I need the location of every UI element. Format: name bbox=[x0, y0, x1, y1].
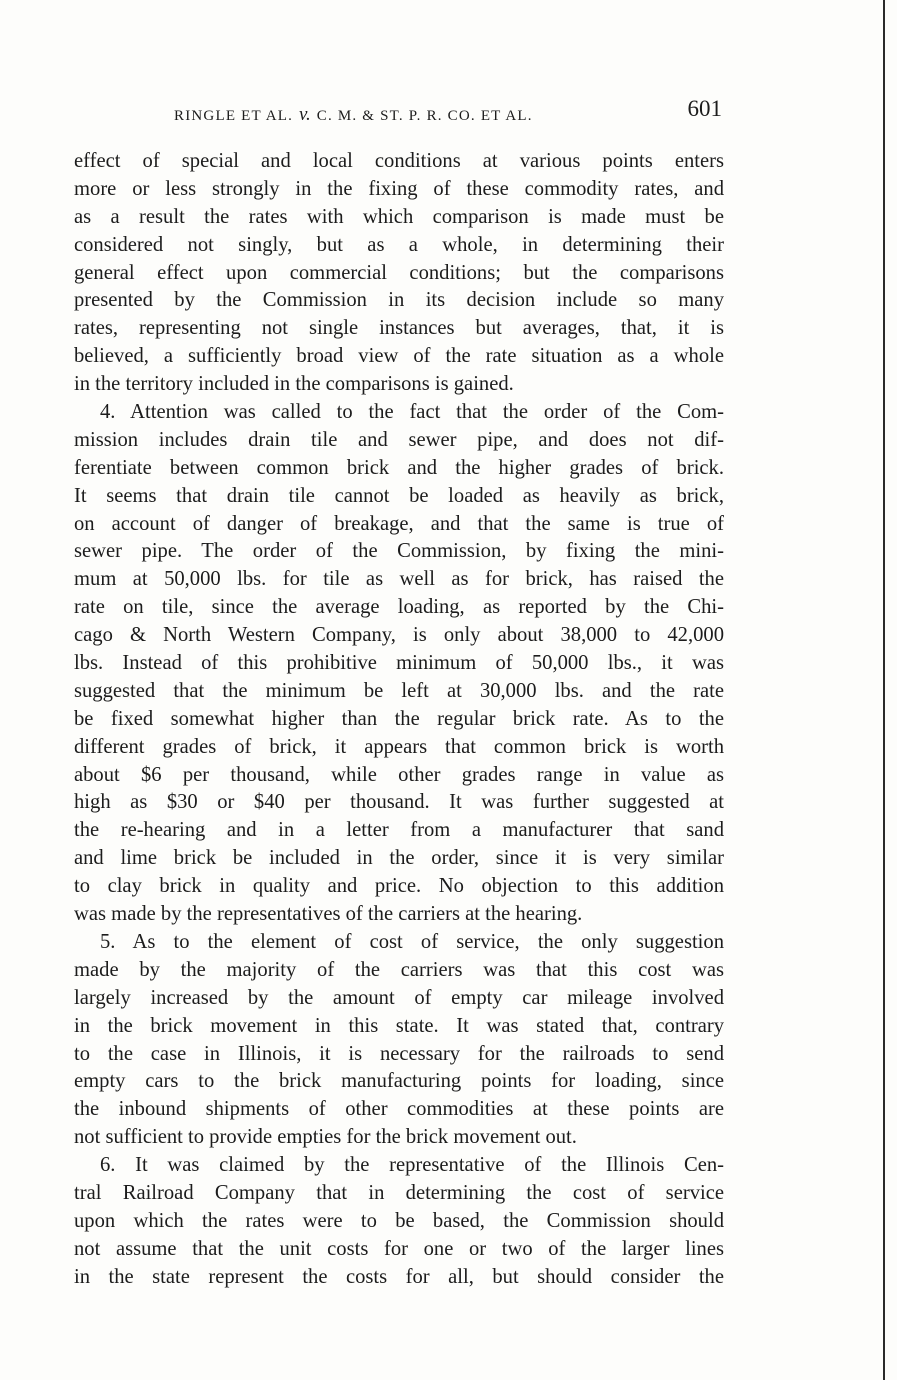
text-line: It seems that drain tile cannot be loaded as heavily as brick, bbox=[74, 484, 724, 507]
text-line: and lime brick be included in the order, since it is very similar bbox=[74, 847, 724, 870]
text-line: empty cars to the brick manufacturing points for loading, since bbox=[74, 1070, 724, 1093]
text-line: mission includes drain tile and sewer pipe, and does not dif- bbox=[74, 428, 724, 451]
text-line: more or less strongly in the fixing of these commodity rates, and bbox=[74, 177, 724, 200]
text-line: 6. It was claimed by the representative of the Illinois Cen- bbox=[100, 1154, 724, 1177]
text-line: lbs. Instead of this prohibitive minimum of 50,000 lbs., it was bbox=[74, 652, 724, 675]
text-line: to clay brick in quality and price. No objection to this addition bbox=[74, 875, 724, 898]
text-line: ferentiate between common brick and the higher grades of brick. bbox=[74, 456, 724, 479]
page-edge-line bbox=[883, 0, 885, 1380]
text-line: not assume that the unit costs for one or two of the larger lines bbox=[74, 1237, 724, 1260]
text-line: sewer pipe. The order of the Commission, by fixing the mini- bbox=[74, 540, 724, 563]
text-line: presented by the Commission in its decision include so many bbox=[74, 289, 724, 312]
running-head bbox=[174, 104, 533, 126]
text-line: was made by the representatives of the carriers at the hearing. bbox=[74, 903, 583, 926]
text-line: in the territory included in the comparisons is gained. bbox=[74, 373, 514, 396]
running-head-versus: v. bbox=[299, 104, 311, 125]
text-line: tral Railroad Company that in determining the cost of service bbox=[74, 1181, 724, 1204]
text-line: 4. Attention was called to the fact that the order of the Com- bbox=[100, 401, 724, 424]
text-line: suggested that the minimum be left at 30,000 lbs. and the rate bbox=[74, 679, 724, 702]
text-line: be fixed somewhat higher than the regular brick rate. As to the bbox=[74, 707, 724, 730]
text-line: effect of special and local conditions at various points enters bbox=[74, 150, 724, 172]
page-number: 601 bbox=[687, 96, 722, 121]
text-line: made by the majority of the carriers was that this cost was bbox=[74, 958, 724, 981]
text-line: the inbound shipments of other commodities at these points are bbox=[74, 1098, 724, 1121]
paragraph-5 bbox=[74, 929, 724, 1152]
paragraph-6 bbox=[74, 1152, 724, 1291]
text-line: cago & North Western Company, is only about 38,000 to 42,000 bbox=[74, 624, 724, 647]
text-line: believed, a sufficiently broad view of the rate situation as a whole bbox=[74, 345, 724, 368]
text-line: in the brick movement in this state. It was stated that, contrary bbox=[74, 1014, 724, 1037]
text-line: considered not singly, but as a whole, in determining their bbox=[74, 233, 724, 256]
running-head-case-name: RINGLE ET AL. bbox=[174, 108, 294, 124]
text-line: different grades of brick, it appears that common brick is worth bbox=[74, 735, 724, 758]
text-line: upon which the rates were to be based, the Commission should bbox=[74, 1209, 724, 1232]
text-line: about $6 per thousand, while other grades range in value as bbox=[74, 763, 724, 786]
text-line: mum at 50,000 lbs. for tile as well as for brick, has raised the bbox=[74, 568, 724, 591]
running-head-defendants: C. M. & ST. P. R. CO. ET AL. bbox=[316, 108, 533, 124]
page-header bbox=[74, 94, 724, 130]
text-line: on account of danger of breakage, and that the same is true of bbox=[74, 512, 724, 535]
text-line: as a result the rates with which comparison is made must be bbox=[74, 205, 724, 228]
text-line: rate on tile, since the average loading, as reported by the Chi- bbox=[74, 596, 724, 619]
text-line: to the case in Illinois, it is necessary for the railroads to send bbox=[74, 1042, 724, 1065]
text-line: high as $30 or $40 per thousand. It was further suggested at bbox=[74, 791, 724, 814]
text-line: in the state represent the costs for all, but should consider the bbox=[74, 1265, 724, 1288]
paragraph-4 bbox=[74, 399, 724, 929]
paragraph-continuation bbox=[74, 148, 724, 399]
text-line: largely increased by the amount of empty car mileage involved bbox=[74, 986, 724, 1009]
text-line: 5. As to the element of cost of service, the only suggestion bbox=[100, 930, 724, 953]
text-line: general effect upon commercial conditions; but the comparisons bbox=[74, 261, 724, 284]
body-text bbox=[74, 148, 724, 1292]
text-line: rates, representing not single instances but averages, that, it is bbox=[74, 317, 724, 340]
text-line: the re-hearing and in a letter from a manufacturer that sand bbox=[74, 819, 724, 842]
text-line: not sufficient to provide empties for the brick movement out. bbox=[74, 1126, 577, 1149]
